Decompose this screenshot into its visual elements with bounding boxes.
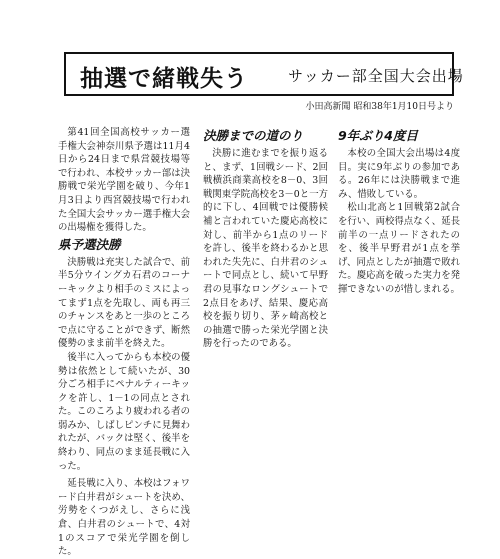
intro-paragraph: 第41回全国高校サッカー選手権大会神奈川県予選は11月4日から24日まで県営競技場等で行われ、本校サッカー部は決勝戦で栄光学園を破り、今年1月3日より西宮競技場で行われた全国大会サッカー選手権大会の出場権を獲得した。	[58, 127, 190, 234]
article-column-3	[338, 126, 460, 297]
section-heading-fourth-appearance: 9年ぶり4度目	[338, 128, 418, 143]
body-paragraph: 決勝に進むまでを振り返ると、まず、1回戦シード、2回戦横浜商業高校を8－0、3回戦関東学院高校を3－0と一方的に下し、4回戦では優勝候補と言われていた慶応高校に対し、前半から1点のリードを許し、後半を終わるかと思われた失先に、白井君のシュートで同点とし、続いて早野君の見事なロングシュートで2点目をあげ、結果、慶応高校を振り切り、茅ヶ崎高校との抽選で勝った栄光学園と決勝を行ったのである。	[203, 148, 328, 350]
article-column-2	[203, 126, 328, 351]
body-paragraph: 延長戦に入り、本校はフォワード白井君がシュートを決め、労勢をくつがえし、さらに浅倉、白井君のシュートで、4対1のスコアで栄光学園を倒した。	[58, 478, 190, 558]
article-column-1	[58, 126, 190, 559]
body-paragraph: 後半に入ってからも本校の優勢は依然として続いたが、30分ごろ相手にペナルティーキックを許し、1－1の同点とされた。このころより疲われる者の弱みか、しばしピンチに見舞われたが、バックは堅く、後半を終わり、同点のまま延長戦に入った。	[58, 351, 190, 472]
body-paragraph: 本校の全国大会出場は4度目。実に9年ぶりの参加である。26年には決勝戦まで進み、惜敗している。	[338, 148, 460, 200]
headline-title: 抽選で緒戦失う	[80, 66, 248, 92]
body-paragraph: 松山北高と1回戦第2試合を行い、両校得点なく、延長前半の一点リードされたのを、後半早野君が1点を挙げ、同点としたが抽選で敗れた。慶応高を破った実力を発揮できないのが惜しまれる。	[338, 202, 460, 295]
headline-box	[64, 52, 464, 96]
body-paragraph: 決勝戦は充実した試合で、前半5分ウイングカ石君のコーナーキックより相手のミスによってまず1点を先取し、両も再三のチャンスをあと一歩のところで点に守ることができず、断然優勢のまま前半を終えた。	[58, 256, 190, 350]
source-credit: 小田高新聞 昭和38年1月10日号より	[305, 102, 454, 112]
section-heading-road-to-final: 決勝までの道のり	[203, 128, 304, 143]
section-heading-prefectural-final: 県予選決勝	[58, 236, 121, 252]
headline-subtitle: サッカー部全国大会出場	[288, 67, 464, 85]
